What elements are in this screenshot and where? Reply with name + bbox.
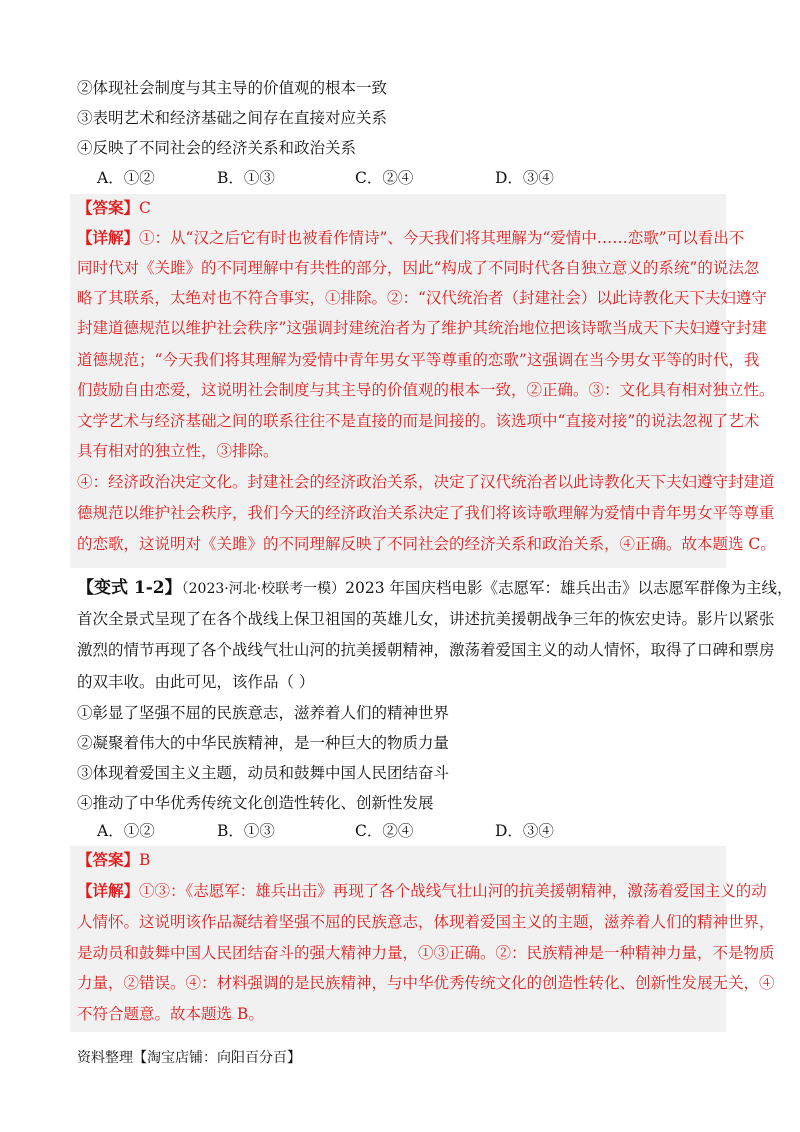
detail-tag: 【详解】 bbox=[77, 228, 140, 247]
statement-3: ③体现着爱国主义主题，动员和鼓舞中国人民团结奋斗 bbox=[77, 764, 450, 782]
detail-line: 封建道德规范以维护社会秩序”这强调封建统治者为了维护其统治地位把该诗歌当成天下夫妇遵守封建 bbox=[77, 319, 767, 337]
detail-line: 具有相对的独立性，③排除。 bbox=[77, 442, 279, 460]
statement-3: ③表明艺术和经济基础之间存在直接对应关系 bbox=[77, 109, 388, 127]
detail-line: 们鼓励自由恋爱，这说明社会制度与其主导的价值观的根本一致，②正确。③：文化具有相对独立性。 bbox=[77, 381, 775, 399]
statement-2: ②体现社会制度与其主导的价值观的根本一致 bbox=[77, 79, 388, 97]
detail-line: 文学艺术与经济基础之间的联系往往不是直接的而是间接的。该选项中“直接对接”的说法忽视了艺术 bbox=[77, 412, 760, 430]
answer-value: B bbox=[139, 851, 151, 869]
option-b: B．①③ bbox=[217, 822, 275, 840]
option-a: A．①② bbox=[97, 822, 155, 840]
detail-line: 【详解】①：从“汉之后它有时也被看作情诗”、今天我们将其理解为“爱情中……恋歌”可以看出不 bbox=[77, 228, 745, 247]
detail-tag: 【详解】 bbox=[77, 881, 140, 900]
answer-value: C bbox=[139, 199, 151, 217]
statement-4: ④推动了中华优秀传统文化创造性转化、创新性发展 bbox=[77, 794, 434, 812]
option-b: B．①③ bbox=[217, 169, 275, 187]
answer-tag: 【答案】 bbox=[77, 198, 140, 217]
detail-line: 人情怀。这说明该作品凝结着坚强不屈的民族意志，体现着爱国主义的主题，滋养着人们的精神世界， bbox=[77, 913, 775, 931]
statement-2: ②凝聚着伟大的中华民族精神，是一种巨大的物质力量 bbox=[77, 734, 450, 752]
statement-1: ①彰显了坚强不屈的民族意志，滋养着人们的精神世界 bbox=[77, 704, 450, 722]
answer-line bbox=[77, 198, 725, 218]
option-a: A．①② bbox=[97, 169, 155, 187]
footer-note: 资料整理【淘宝店铺：向阳百分百】 bbox=[77, 1050, 301, 1066]
answer-tag: 【答案】 bbox=[77, 850, 140, 869]
detail-line: 是动员和鼓舞中国人民团结奋斗的强大精神力量，①③正确。②：民族精神是一种精神力量，不是物质 bbox=[77, 944, 775, 962]
detail-line: 道德规范；“今天我们将其理解为爱情中青年男女平等尊重的恋歌”这强调在当今男女平等的时代，我 bbox=[77, 351, 760, 369]
answer-line bbox=[77, 850, 725, 870]
question-stem-line: 首次全景式呈现了在各个战线上保卫祖国的英雄儿女，讲述抗美援朝战争三年的恢宏史诗。影片以紧张 bbox=[77, 610, 775, 628]
detail-line: ④：经济政治决定文化。封建社会的经济政治关系，决定了汉代统治者以此诗教化天下夫妇遵守封建道 bbox=[77, 473, 775, 491]
question-stem: 2023 年国庆档电影《志愿军：雄兵出击》以志愿军群像为主线， bbox=[345, 579, 793, 597]
option-c: C．②④ bbox=[355, 169, 414, 187]
detail-line: 同时代对《关雎》的不同理解中有共性的部分，因此“构成了不同时代各自独立意义的系统”的说法忽 bbox=[77, 259, 760, 277]
question-source: （2023·河北·校联考一模） bbox=[181, 581, 346, 597]
detail-line: 不符合题意。故本题选 B。 bbox=[77, 1005, 264, 1023]
question-heading bbox=[77, 578, 793, 599]
option-d: D．③④ bbox=[495, 822, 554, 840]
question-label: 【变式 1-2】 bbox=[77, 578, 182, 598]
detail-line: 略了其联系，太绝对也不符合事实，①排除。②：“汉代统治者（封建社会）以此诗教化天下夫妇遵守 bbox=[77, 289, 767, 307]
question-stem-line: 激烈的情节再现了各个战线气壮山河的抗美援朝精神，激荡着爱国主义的动人情怀，取得了口碑和票房 bbox=[77, 641, 775, 659]
question-stem-line: 的双丰收。由此可见，该作品（ ） bbox=[77, 673, 315, 691]
option-d: D．③④ bbox=[495, 169, 554, 187]
detail-line: 【详解】①③：《志愿军：雄兵出击》再现了各个战线气壮山河的抗美援朝精神，激荡着爱国主义的动 bbox=[77, 881, 767, 900]
detail-line: 力量，②错误。④：材料强调的是民族精神，与中华优秀传统文化的创造性转化、创新性发展无关，④ bbox=[77, 974, 775, 992]
statement-4: ④反映了不同社会的经济关系和政治关系 bbox=[77, 139, 357, 157]
detail-line: 的恋歌，这说明对《关雎》的不同理解反映了不同社会的经济关系和政治关系，④正确。故本题选 C。 bbox=[77, 535, 776, 553]
detail-line: 德规范以维护社会秩序，我们今天的经济政治关系决定了我们将该诗歌理解为爱情中青年男女平等尊重 bbox=[77, 504, 775, 522]
option-c: C．②④ bbox=[355, 822, 414, 840]
